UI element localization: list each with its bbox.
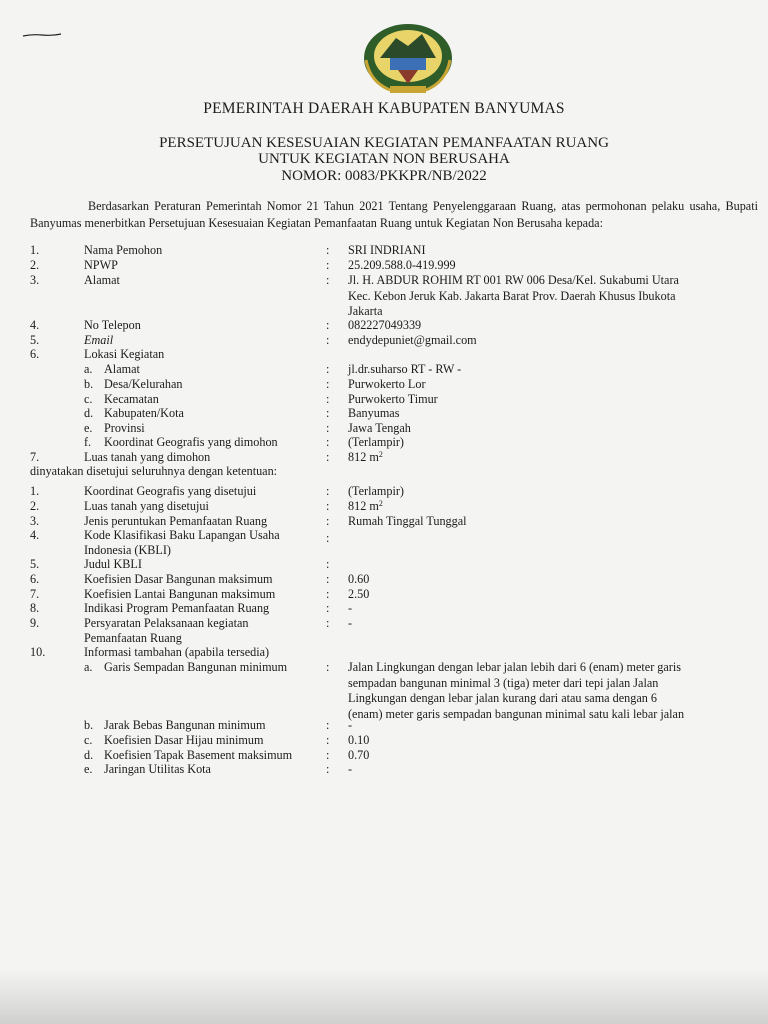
row-number: 2. bbox=[30, 258, 40, 272]
row-letter: c. bbox=[84, 392, 93, 406]
row-colon: : bbox=[326, 572, 330, 586]
row-number: 1. bbox=[30, 243, 40, 257]
row-number: 1. bbox=[30, 484, 40, 498]
row-colon: : bbox=[326, 333, 330, 347]
area-superscript: 2 bbox=[378, 450, 383, 459]
row-letter: a. bbox=[84, 660, 93, 674]
row-value: endydepuniet@gmail.com bbox=[348, 333, 477, 347]
row-label: Indikasi Program Pemanfaatan Ruang bbox=[84, 601, 270, 615]
row-colon: : bbox=[326, 318, 330, 332]
row-colon: : bbox=[326, 484, 330, 498]
area-value: 812 m bbox=[348, 499, 379, 513]
intro-paragraph: Berdasarkan Peraturan Pemerintah Nomor 21 Tahun 2021 Tentang Penyelenggaraan Ruang, atas permohonan pelaku usaha, Bupati Banyumas menerbitkan Persetujuan Kesesuaian Kegiatan Pemanfaatan Ruang untuk Kegiatan Non Berusaha kepada: bbox=[30, 199, 758, 230]
row-number: 5. bbox=[30, 333, 40, 347]
page-bottom-shadow bbox=[0, 968, 768, 1024]
row-value: 0.60 bbox=[348, 572, 370, 586]
row-label-line1: Persyaratan Pelaksanaan kegiatan bbox=[84, 616, 249, 630]
row-value: 0.70 bbox=[348, 748, 370, 762]
approved-statement: dinyatakan disetujui seluruhnya dengan ketentuan: bbox=[30, 464, 278, 478]
row-number: 6. bbox=[30, 572, 40, 586]
term-row-requirements bbox=[0, 616, 768, 647]
setback-line: Lingkungan dengan lebar jalan kurang dari atau sama dengan 6 bbox=[348, 691, 657, 705]
row-value: - bbox=[348, 762, 353, 776]
row-label: Koordinat Geografis yang dimohon bbox=[104, 435, 278, 449]
row-letter: c. bbox=[84, 733, 93, 747]
row-colon: : bbox=[326, 514, 330, 528]
row-colon: : bbox=[326, 450, 330, 464]
row-label: Email bbox=[84, 333, 114, 347]
row-value: - bbox=[348, 601, 353, 615]
row-letter: e. bbox=[84, 421, 93, 435]
row-label: Koefisien Dasar Bangunan maksimum bbox=[84, 572, 273, 586]
row-value bbox=[348, 450, 383, 466]
row-label: Provinsi bbox=[104, 421, 145, 435]
row-colon: : bbox=[326, 531, 330, 545]
area-superscript: 2 bbox=[378, 499, 383, 508]
row-colon: : bbox=[326, 421, 330, 435]
row-label: NPWP bbox=[84, 258, 118, 272]
row-label: Alamat bbox=[104, 362, 140, 376]
row-label: Nama Pemohon bbox=[84, 243, 163, 257]
row-label-line2: Pemanfaatan Ruang bbox=[84, 631, 182, 645]
row-value: (Terlampir) bbox=[348, 435, 404, 449]
row-number: 8. bbox=[30, 601, 40, 615]
row-label: Koordinat Geografis yang disetujui bbox=[84, 484, 257, 498]
row-label: Kecamatan bbox=[104, 392, 159, 406]
row-number: 3. bbox=[30, 273, 40, 287]
row-letter: e. bbox=[84, 762, 93, 776]
row-colon: : bbox=[326, 406, 330, 420]
row-colon: : bbox=[326, 273, 330, 287]
row-label: Informasi tambahan (apabila tersedia) bbox=[84, 645, 270, 659]
row-label: Koefisien Tapak Basement maksimum bbox=[104, 748, 293, 762]
row-value: jl.dr.suharso RT - RW - bbox=[348, 362, 462, 376]
document-title-line2: UNTUK KEGIATAN NON BERUSAHA bbox=[258, 151, 510, 167]
row-letter: b. bbox=[84, 718, 94, 732]
document-title-line1: PERSETUJUAN KESESUAIAN KEGIATAN PEMANFAATAN RUANG bbox=[159, 135, 609, 151]
setback-line: Jalan Lingkungan dengan lebar jalan lebih dari 6 (enam) meter garis bbox=[348, 660, 681, 674]
row-label: No Telepon bbox=[84, 318, 141, 332]
row-label-line2: Indonesia (KBLI) bbox=[84, 543, 171, 557]
setback-line: sempadan bangunan minimal 3 (tiga) meter dari tepi jalan Jalan bbox=[348, 675, 659, 690]
row-colon: : bbox=[326, 587, 330, 601]
row-label: Jarak Bebas Bangunan minimum bbox=[104, 718, 266, 732]
row-label: Koefisien Lantai Bangunan maksimum bbox=[84, 587, 276, 601]
banyumas-emblem-logo bbox=[360, 22, 456, 96]
row-value: Jawa Tengah bbox=[348, 421, 411, 435]
row-number: 7. bbox=[30, 450, 40, 464]
row-label-line1: Kode Klasifikasi Baku Lapangan Usaha bbox=[84, 528, 280, 542]
row-number: 4. bbox=[30, 318, 40, 332]
row-colon: : bbox=[326, 601, 330, 615]
row-label: Koefisien Dasar Hijau minimum bbox=[104, 733, 264, 747]
row-value: SRI INDRIANI bbox=[348, 243, 426, 257]
row-label: Luas tanah yang dimohon bbox=[84, 450, 211, 464]
applicant-row-address bbox=[0, 273, 768, 321]
row-number: 10. bbox=[30, 645, 46, 659]
row-colon: : bbox=[326, 616, 330, 630]
row-colon: : bbox=[326, 377, 330, 391]
row-number: 7. bbox=[30, 587, 40, 601]
row-value: 25.209.588.0-419.999 bbox=[348, 258, 456, 272]
row-label: Alamat bbox=[84, 273, 120, 287]
row-label: Garis Sempadan Bangunan minimum bbox=[104, 660, 288, 674]
row-colon: : bbox=[326, 733, 330, 747]
row-value bbox=[348, 499, 383, 515]
row-letter: b. bbox=[84, 377, 94, 391]
address-line2: Kec. Kebon Jeruk Kab. Jakarta Barat Prov. Daerah Khusus Ibukota bbox=[348, 288, 676, 303]
document-number: NOMOR: 0083/PKKPR/NB/2022 bbox=[281, 168, 487, 184]
row-value: 2.50 bbox=[348, 587, 370, 601]
row-colon: : bbox=[326, 499, 330, 513]
row-colon: : bbox=[326, 762, 330, 776]
row-label: Kabupaten/Kota bbox=[104, 406, 184, 420]
row-number: 5. bbox=[30, 557, 40, 571]
row-colon: : bbox=[326, 748, 330, 762]
term-row-kbli bbox=[0, 528, 768, 559]
row-letter: d. bbox=[84, 748, 94, 762]
row-colon: : bbox=[326, 660, 330, 674]
row-value: Purwokerto Timur bbox=[348, 392, 438, 406]
address-line1: Jl. H. ABDUR ROHIM RT 001 RW 006 Desa/Kel. Sukabumi Utara bbox=[348, 273, 679, 287]
government-name: PEMERINTAH DAERAH KABUPATEN BANYUMAS bbox=[203, 100, 565, 117]
row-letter: f. bbox=[84, 435, 92, 449]
row-value: - bbox=[348, 616, 353, 630]
row-label: Lokasi Kegiatan bbox=[84, 347, 165, 361]
row-colon: : bbox=[326, 557, 330, 571]
row-value: 0.10 bbox=[348, 733, 370, 747]
row-value: Purwokerto Lor bbox=[348, 377, 426, 391]
row-letter: a. bbox=[84, 362, 93, 376]
row-label: Jenis peruntukan Pemanfaatan Ruang bbox=[84, 514, 268, 528]
row-number: 4. bbox=[30, 528, 40, 542]
setback-row bbox=[0, 660, 768, 722]
row-number: 3. bbox=[30, 514, 40, 528]
row-label: Luas tanah yang disetujui bbox=[84, 499, 209, 513]
row-colon: : bbox=[326, 392, 330, 406]
address-line3: Jakarta bbox=[348, 304, 383, 318]
row-value: Rumah Tinggal Tunggal bbox=[348, 514, 467, 528]
row-colon: : bbox=[326, 435, 330, 449]
row-colon: : bbox=[326, 718, 330, 732]
row-colon: : bbox=[326, 258, 330, 272]
row-label: Jaringan Utilitas Kota bbox=[104, 762, 211, 776]
row-colon: : bbox=[326, 362, 330, 376]
setback-line: (enam) meter garis sempadan bangunan minimal satu kali lebar jalan bbox=[348, 706, 685, 721]
row-number: 9. bbox=[30, 616, 40, 630]
row-value: (Terlampir) bbox=[348, 484, 404, 498]
row-value: Banyumas bbox=[348, 406, 400, 420]
area-value: 812 m bbox=[348, 450, 379, 464]
row-label: Judul KBLI bbox=[84, 557, 142, 571]
row-colon: : bbox=[326, 243, 330, 257]
row-label: Desa/Kelurahan bbox=[104, 377, 183, 391]
row-letter: d. bbox=[84, 406, 94, 420]
row-value: - bbox=[348, 718, 353, 732]
pen-mark bbox=[22, 32, 62, 38]
row-number: 2. bbox=[30, 499, 40, 513]
row-number: 6. bbox=[30, 347, 40, 361]
row-value: 082227049339 bbox=[348, 318, 422, 332]
